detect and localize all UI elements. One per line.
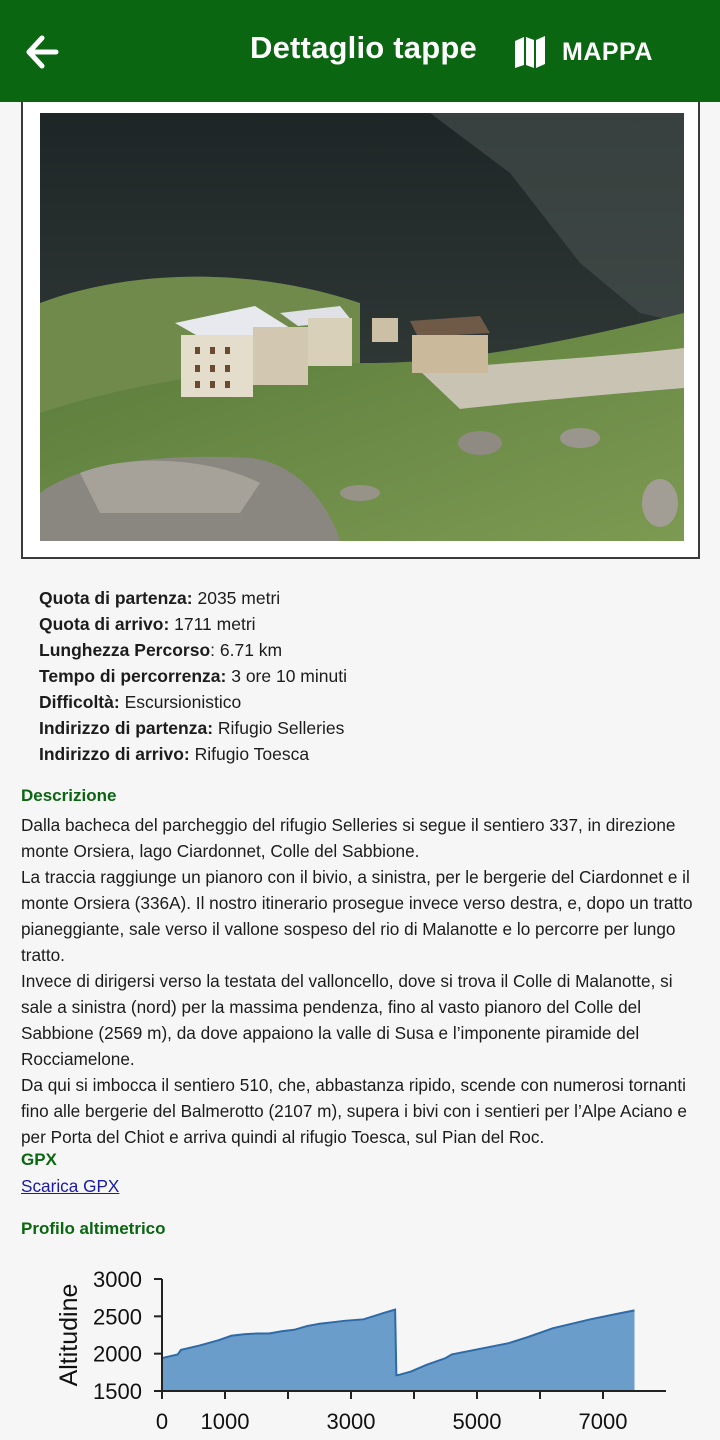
mountain-hut-photo: [40, 113, 684, 541]
y-tick-label: 2500: [93, 1304, 142, 1330]
elevation-chart-svg: [0, 1255, 720, 1440]
x-tick-label: 3000: [326, 1409, 376, 1434]
x-tick-label: 7000: [578, 1409, 628, 1434]
x-tick-label: 0: [155, 1409, 169, 1434]
gpx-heading: GPX: [21, 1150, 57, 1169]
profile-heading: Profilo altimetrico: [21, 1219, 166, 1238]
arrow-left-icon: [22, 32, 62, 72]
y-tick-label: 3000: [93, 1267, 142, 1292]
info-route-length: Lunghezza Percorso: 6.71 km: [39, 640, 283, 660]
map-button-label: MAPPA: [562, 37, 653, 66]
stage-info-list: [39, 585, 347, 767]
map-button[interactable]: [512, 32, 653, 72]
elevation-area: [162, 1310, 635, 1391]
description-paragraph: Da qui si imbocca il sentiero 510, che, abbastanza ripido, scende con numerosi tornanti fino alle bergerie del Balmerotto (2107 m), supera i bivi con i sentieri per l’Alpe Aciano e per Porta del Chiot e arriva quindi al rifugio Toesca, sul Pian del Roc.: [21, 1075, 687, 1147]
page-title: Dettaglio tappe: [250, 30, 477, 65]
info-duration: Tempo di percorrenza: 3 ore 10 minuti: [39, 666, 347, 686]
elevation-chart: [0, 1255, 720, 1440]
stage-photo-frame: [21, 102, 700, 559]
info-end-address: Indirizzo di arrivo: Rifugio Toesca: [39, 744, 310, 764]
description-paragraph: La traccia raggiunge un pianoro con il bivio, a sinistra, per le bergerie del Ciardonnet e il monte Orsiera (336A). Il nostro itinerario prosegue invece verso destra, e, dopo un tratto pianeggiante, sale verso il vallone sospeso del rio di Malanotte e lo percorre per lungo tratto.: [21, 867, 693, 965]
description-text: [21, 812, 701, 1150]
back-button[interactable]: [22, 32, 62, 72]
x-tick-label: 5000: [452, 1409, 502, 1434]
info-start-altitude: Quota di partenza: 2035 metri: [39, 588, 281, 608]
info-start-address: Indirizzo di partenza: Rifugio Selleries: [39, 718, 345, 738]
x-tick-label: 1000: [200, 1409, 250, 1434]
info-end-altitude: Quota di arrivo: 1711 metri: [39, 614, 256, 634]
app-bar: [0, 0, 720, 102]
y-tick-label: 1500: [93, 1379, 142, 1404]
download-gpx-link[interactable]: Scarica GPX: [21, 1176, 120, 1196]
info-difficulty: Difficoltà: Escursionistico: [39, 692, 242, 712]
y-axis-label: Altitudine: [55, 1283, 83, 1387]
map-icon: [512, 34, 548, 70]
description-paragraph: Invece di dirigersi verso la testata del valloncello, dove si trova il Colle di Malanotte, si sale a sinistra (nord) per la massima pendenza, fino al vasto pianoro del Colle del Sabbione (2569 m), da dove appaiono la valle di Susa e l’imponente piramide del Rocciamelone.: [21, 971, 673, 1069]
y-tick-label: 2000: [93, 1341, 142, 1367]
description-paragraph: Dalla bacheca del parcheggio del rifugio Selleries si segue il sentiero 337, in direzione monte Orsiera, lago Ciardonnet, Colle del Sabbione.: [21, 815, 676, 861]
description-heading: Descrizione: [21, 786, 117, 805]
